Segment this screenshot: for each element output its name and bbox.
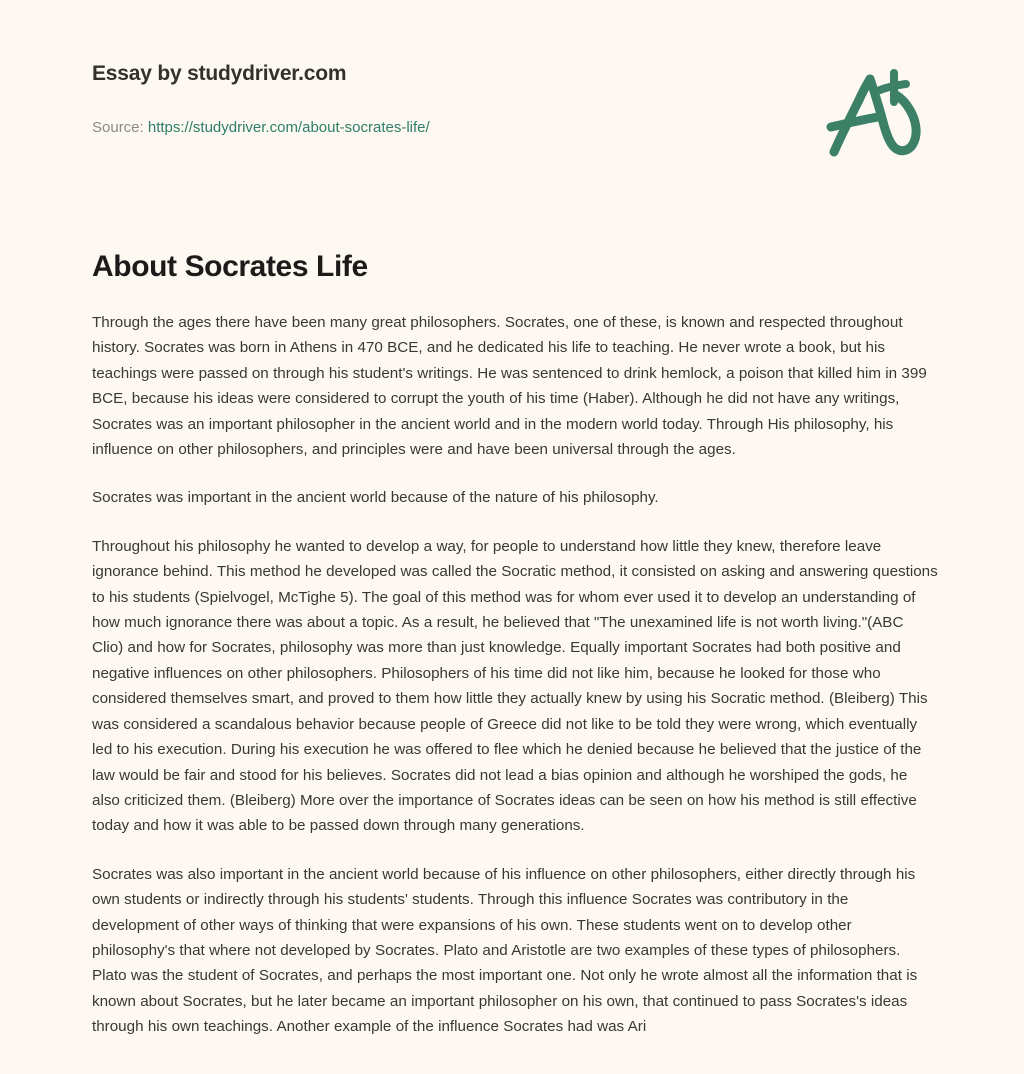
source-url-link[interactable]: https://studydriver.com/about-socrates-life/ [147, 119, 430, 136]
article-paragraph: Socrates was also important in the ancient world because of his influence on other philosophers, either directly through his own students or indirectly through his students' students. Through this influence Socrates was contributory in the development of other ways of thinking that were expansions of his own. These students went on to develop other philosophy's that where not developed by Socrates. Plato and Aristotle are two examples of these types of philosophers. Plato was the student of Socrates, and perhaps the most important one. Not only he wrote almost all the information that is known about Socrates, but he later became an important philosopher on his own, that continued to pass Socrates's ideas through his own teachings. Another example of the influence Socrates had was Ari [92, 865, 918, 1036]
article-body [92, 310, 938, 1040]
source-label: Source: [92, 119, 144, 136]
article-paragraph: Through the ages there have been many great philosophers. Socrates, one of these, is known and respected throughout history. Socrates was born in Athens in 470 BCE, and he dedicated his life to teaching. He never wrote a book, but his teachings were passed on through his student's writings. He was sentenced to drink hemlock, a poison that killed him in 399 BCE, because his ideas were considered to corrupt the youth of his time (Haber). Although he did not have any writings, Socrates was an important philosopher in the ancient world and in the modern world today. Through His philosophy, his influence on other philosophers, and principles were and have been universal through the ages. [92, 314, 927, 459]
article [92, 248, 938, 1040]
page-header [0, 0, 1024, 200]
article-paragraph: Socrates was important in the ancient world because of the nature of his philosophy. [92, 489, 659, 507]
a-plus-logo-icon [806, 52, 936, 177]
studydriver-logo[interactable] [806, 52, 936, 177]
source-line [92, 119, 430, 136]
page-title: About Socrates Life [92, 250, 368, 283]
essay-byline: Essay by studydriver.com [92, 62, 347, 85]
article-paragraph: Throughout his philosophy he wanted to develop a way, for people to understand how little they knew, therefore leave ignorance behind. This method he developed was called the Socratic method, it consisted on asking and answering questions to his students (Spielvogel, McTighe 5). The goal of this method was for whom ever used it to develop an understanding of how much ignorance there was about a topic. As a result, he believed that "The unexamined life is not worth living."(ABC Clio) and how for Socrates, philosophy was more than just knowledge. Equally important Socrates had both positive and negative influences on other philosophers. Philosophers of his time did not like him, because he looked for those who considered themselves smart, and proved to them how little they actually knew by using his Socratic method. (Bleiberg) This was considered a scandalous behavior because people of Greece did not like to be told they were wrong, which eventually led to his execution. During his execution he was offered to flee which he denied because he believed that the justice of the law would be fair and stood for his believes. Socrates did not lead a bias opinion and although he worshiped the gods, he also criticized them. (Bleiberg) More over the importance of Socrates ideas can be seen on how his method is still effective today and how it was able to be passed down through many generations. [92, 537, 938, 835]
